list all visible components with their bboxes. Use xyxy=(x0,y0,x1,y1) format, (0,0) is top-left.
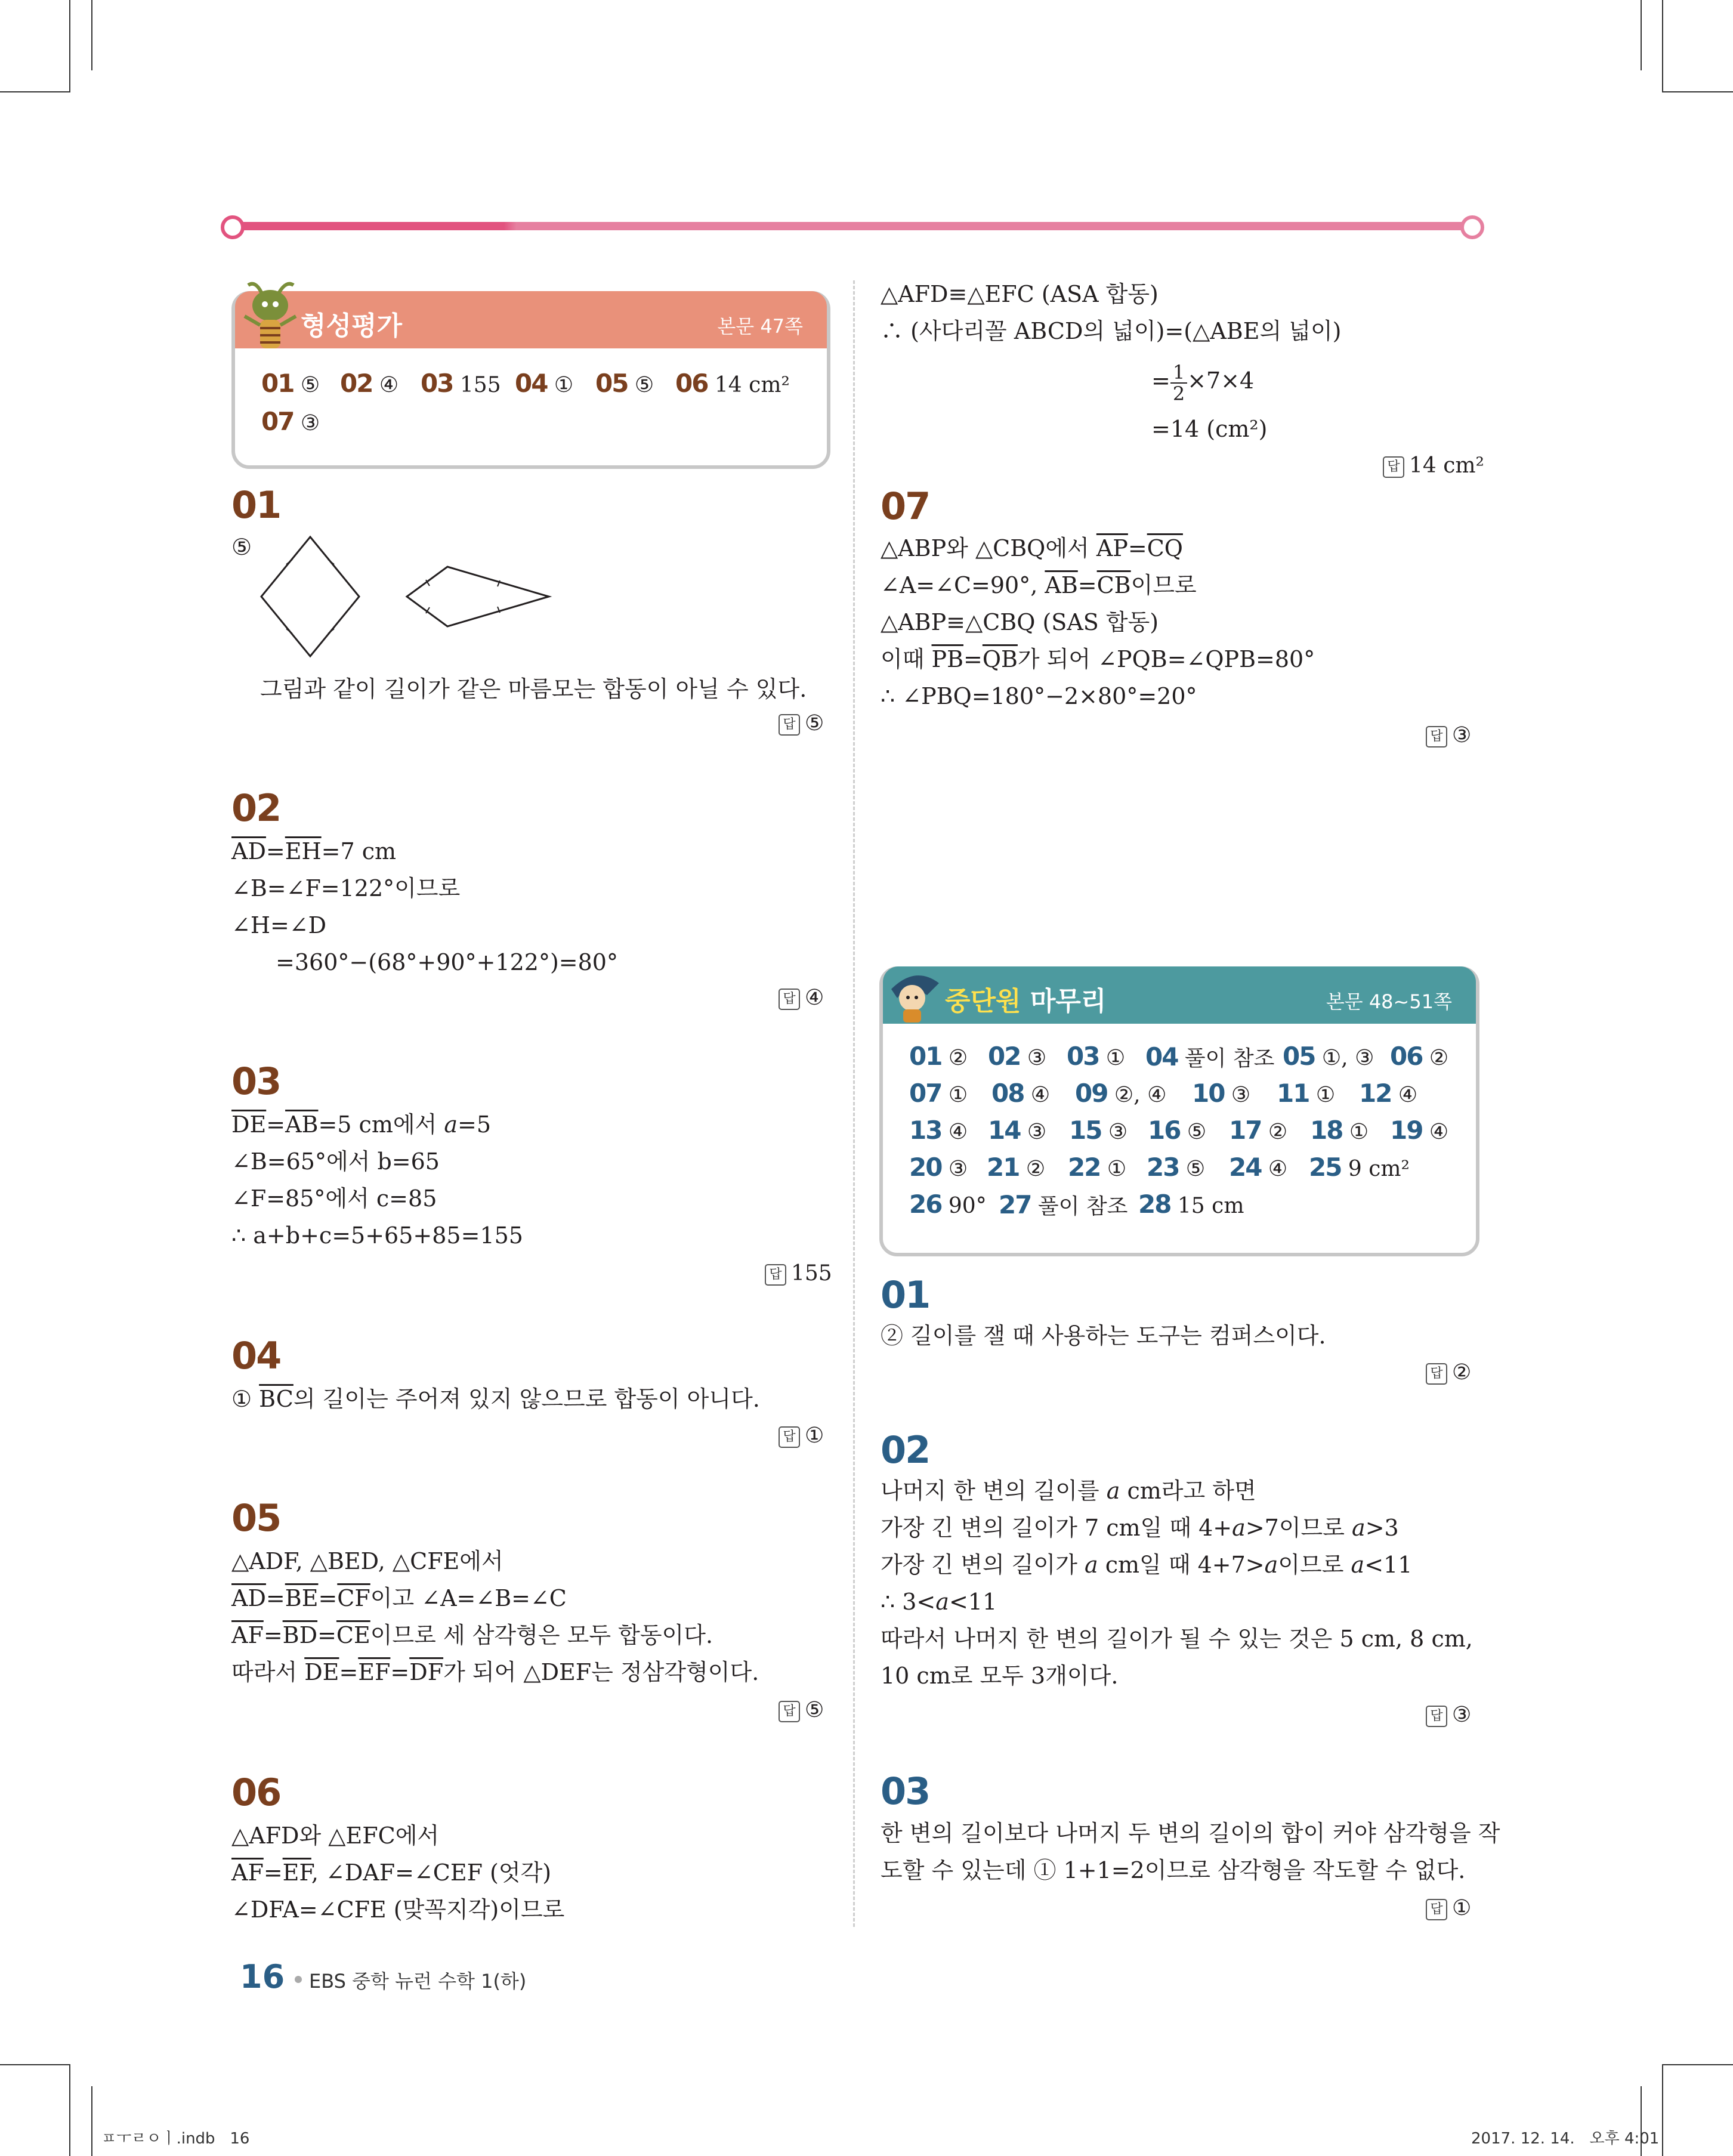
answer-mark: 답 14 cm² xyxy=(1383,453,1484,478)
crop-mark xyxy=(1662,0,1663,92)
solution-line: △ADF, △BED, △CFE에서 xyxy=(231,1548,503,1574)
solution-line: $\overline{AF}=\overline{EF}$, ∠DAF=∠CEF (엇각) xyxy=(231,1860,552,1886)
answer-mark: 답 ④ xyxy=(779,986,824,1010)
solution-line: 한 변의 길이보다 나머지 두 변의 길이의 합이 커야 삼각형을 작 xyxy=(881,1820,1500,1846)
solution-line: ② 길이를 잴 때 사용하는 도구는 컴퍼스이다. xyxy=(881,1323,1326,1349)
solution-line: 가장 긴 변의 길이가 a cm일 때 4+7>a이므로 a<11 xyxy=(881,1552,1413,1578)
review-answer: 04 풀이 참조 xyxy=(1145,1042,1275,1071)
solution-line: 이때 $\overline{PB}=\overline{QB}$가 되어 ∠PQB=∠QPB=80° xyxy=(881,646,1315,672)
solution-line: ∠A=∠C=90°, $\overline{AB}=\overline{CB}$이므로 xyxy=(881,572,1197,598)
review-answer: 08 ④ xyxy=(991,1079,1051,1108)
review-answer: 12 ④ xyxy=(1359,1079,1418,1108)
formative-answer: 06 14 cm² xyxy=(675,369,790,398)
formative-answer: 05 ⑤ xyxy=(595,369,654,398)
page-number: 16 xyxy=(240,1958,285,1996)
review-answer: 03 ① xyxy=(1067,1042,1126,1071)
crop-mark xyxy=(91,0,92,70)
formative-answer: 04 ① xyxy=(515,369,574,398)
review-answer: 01 ② xyxy=(909,1042,968,1071)
review-answer: 17 ② xyxy=(1229,1116,1288,1145)
solution-line: ∴ 3<a<11 xyxy=(881,1589,997,1615)
question-number: 06 xyxy=(231,1771,281,1814)
crop-mark xyxy=(69,0,70,92)
solution-line: ∠B=65°에서 b=65 xyxy=(231,1148,440,1175)
question-number: 03 xyxy=(231,1060,281,1103)
review-answer: 26 90° xyxy=(909,1190,987,1219)
solution-line: △AFD와 △EFC에서 xyxy=(231,1823,440,1849)
review-answer: 14 ③ xyxy=(988,1116,1047,1145)
review-answer: 23 ⑤ xyxy=(1147,1153,1206,1182)
solution-line: ① $\overline{BC}$의 길이는 주어져 있지 않으므로 합동이 아니다. xyxy=(231,1386,760,1412)
solution-line: △ABP≡△CBQ (SAS 합동) xyxy=(881,609,1159,635)
formative-answer: 07 ③ xyxy=(261,407,320,436)
question-number: 07 xyxy=(881,484,930,528)
formative-ref: 본문 47쪽 xyxy=(717,315,803,338)
solution-line: 따라서 나머지 한 변의 길이가 될 수 있는 것은 5 cm, 8 cm, xyxy=(881,1626,1473,1652)
review-answer: 24 ④ xyxy=(1229,1153,1288,1182)
column-divider xyxy=(853,280,855,1927)
solution-line: 가장 긴 변의 길이가 7 cm일 때 4+a>7이므로 a>3 xyxy=(881,1515,1399,1541)
solution-line: ∴ a+b+c=5+65+85=155 xyxy=(231,1222,523,1249)
formative-answer: 02 ④ xyxy=(340,369,399,398)
header-bar-dot-left xyxy=(221,215,245,239)
solution-line: ∠F=85°에서 c=85 xyxy=(231,1185,437,1212)
solution-line: $\overline{AD}=\overline{BE}=\overline{CF}$이고 ∠A=∠B=∠C xyxy=(231,1585,567,1611)
answer-mark: 답 155 xyxy=(765,1261,832,1286)
solution-line: ∴ ∠PBQ=180°−2×80°=20° xyxy=(881,683,1197,709)
mascot-icon xyxy=(885,965,945,1025)
answer-mark: 답 ⑤ xyxy=(779,1698,824,1722)
question-number: 04 xyxy=(231,1334,281,1377)
review-answer: 21 ② xyxy=(987,1153,1046,1182)
crop-mark xyxy=(1662,91,1733,92)
review-answer: 05 ①, ③ xyxy=(1283,1042,1374,1071)
review-answer: 20 ③ xyxy=(909,1153,968,1182)
review-answer: 11 ① xyxy=(1277,1079,1336,1108)
solution-line: 따라서 $\overline{DE}=\overline{EF}=\overline{DF}$가 되어 △DEF는 정삼각형이다. xyxy=(231,1659,759,1685)
question-number: 05 xyxy=(231,1496,281,1540)
answer-mark: 답 ① xyxy=(1426,1896,1471,1920)
crop-mark xyxy=(0,91,70,92)
review-answer: 13 ④ xyxy=(909,1116,968,1145)
solution-line: 10 cm로 모두 3개이다. xyxy=(881,1663,1119,1689)
review-answer: 09 ②, ④ xyxy=(1075,1079,1167,1108)
review-answer: 28 15 cm xyxy=(1138,1190,1244,1219)
question-number: 01 xyxy=(231,483,281,527)
solution-line: =360°−(68°+90°+122°)=80° xyxy=(276,949,618,975)
mascot-icon xyxy=(237,280,303,358)
footer-dot xyxy=(295,1976,302,1983)
review-answer: 19 ④ xyxy=(1390,1116,1449,1145)
crop-mark xyxy=(1662,2064,1733,2065)
rhombus-figures xyxy=(251,531,561,662)
review-answer: 07 ① xyxy=(909,1079,968,1108)
review-answer: 27 풀이 참조 xyxy=(999,1190,1128,1219)
slug-file: ㅍㅜㄹㅇㅣ.indb 16 xyxy=(101,2130,250,2148)
review-answer: 16 ⑤ xyxy=(1148,1116,1207,1145)
crop-mark xyxy=(1641,0,1642,70)
answer-mark: 답 ① xyxy=(779,1423,824,1448)
crop-mark xyxy=(1662,2064,1663,2156)
solution-line: $\overline{DE}=\overline{AB}=5$ cm에서 a=5 xyxy=(231,1111,492,1138)
review-answer: 22 ① xyxy=(1068,1153,1127,1182)
solution-line: ∠B=∠F=122°이므로 xyxy=(231,875,461,901)
question-number: 02 xyxy=(881,1428,930,1472)
solution-line: 그림과 같이 길이가 같은 마름모는 합동이 아닐 수 있다. xyxy=(260,676,807,702)
review-answer: 06 ② xyxy=(1390,1042,1449,1071)
solution-line: ∠DFA=∠CFE (맞꼭지각)이므로 xyxy=(231,1896,565,1923)
header-bar-dot-right xyxy=(1460,215,1484,239)
solution-line: = $\frac{1}{2}$ ×7×4 xyxy=(1151,360,1255,405)
slug-date: 2017. 12. 14. 오후 4:01 xyxy=(1471,2130,1660,2148)
solution-line: ∠H=∠D xyxy=(231,912,327,938)
crop-mark xyxy=(69,2064,70,2156)
solution-line: △AFD≡△EFC (ASA 합동) xyxy=(881,281,1159,307)
solution-line: $\overline{AF}=\overline{BD}=\overline{CE}$이므로 세 삼각형은 모두 합동이다. xyxy=(231,1622,713,1648)
question-number: 01 xyxy=(881,1273,930,1317)
review-answer: 25 9 cm² xyxy=(1309,1153,1410,1182)
answer-mark: 답 ⑤ xyxy=(779,711,824,736)
answer-mark: 답 ② xyxy=(1426,1360,1471,1385)
solution-line: 나머지 한 변의 길이를 a cm라고 하면 xyxy=(881,1478,1256,1504)
question-number: 03 xyxy=(881,1769,930,1813)
book-title: EBS 중학 뉴런 수학 1(하) xyxy=(309,1970,527,1993)
formative-header xyxy=(235,291,827,348)
solution-line: 도할 수 있는데 ① 1+1=2이므로 삼각형을 작도할 수 없다. xyxy=(881,1857,1466,1883)
review-answer: 02 ③ xyxy=(988,1042,1047,1071)
question-number: 02 xyxy=(231,786,281,830)
formative-answer: 03 155 xyxy=(421,369,501,398)
solution-line: =14 (cm²) xyxy=(1151,416,1268,442)
review-answer: 18 ① xyxy=(1310,1116,1369,1145)
solution-line: △ABP와 △CBQ에서 $\overline{AP}=\overline{CQ}$ xyxy=(881,535,1183,561)
answer-mark: 답 ③ xyxy=(1426,723,1471,748)
solution-line: ⑤ xyxy=(231,534,252,560)
formative-answer: 01 ⑤ xyxy=(261,369,320,398)
review-title: 중단원 마무리 xyxy=(945,986,1107,1017)
solution-line: ∴ (사다리꼴 ABCD의 넓이)=(△ABE의 넓이) xyxy=(881,318,1342,344)
formative-title: 형성평가 xyxy=(301,311,403,341)
fraction: $\frac{1}{2}$ xyxy=(1170,362,1187,404)
review-ref: 본문 48~51쪽 xyxy=(1326,990,1452,1013)
review-answer: 10 ③ xyxy=(1192,1079,1251,1108)
header-bar xyxy=(230,222,1476,230)
crop-mark xyxy=(91,2086,92,2156)
answer-mark: 답 ③ xyxy=(1426,1703,1471,1727)
review-answer: 15 ③ xyxy=(1069,1116,1128,1145)
solution-line: $\overline{AD}=\overline{EH}=7$ cm xyxy=(231,838,397,864)
review-header xyxy=(883,966,1476,1024)
crop-mark xyxy=(0,2064,70,2065)
